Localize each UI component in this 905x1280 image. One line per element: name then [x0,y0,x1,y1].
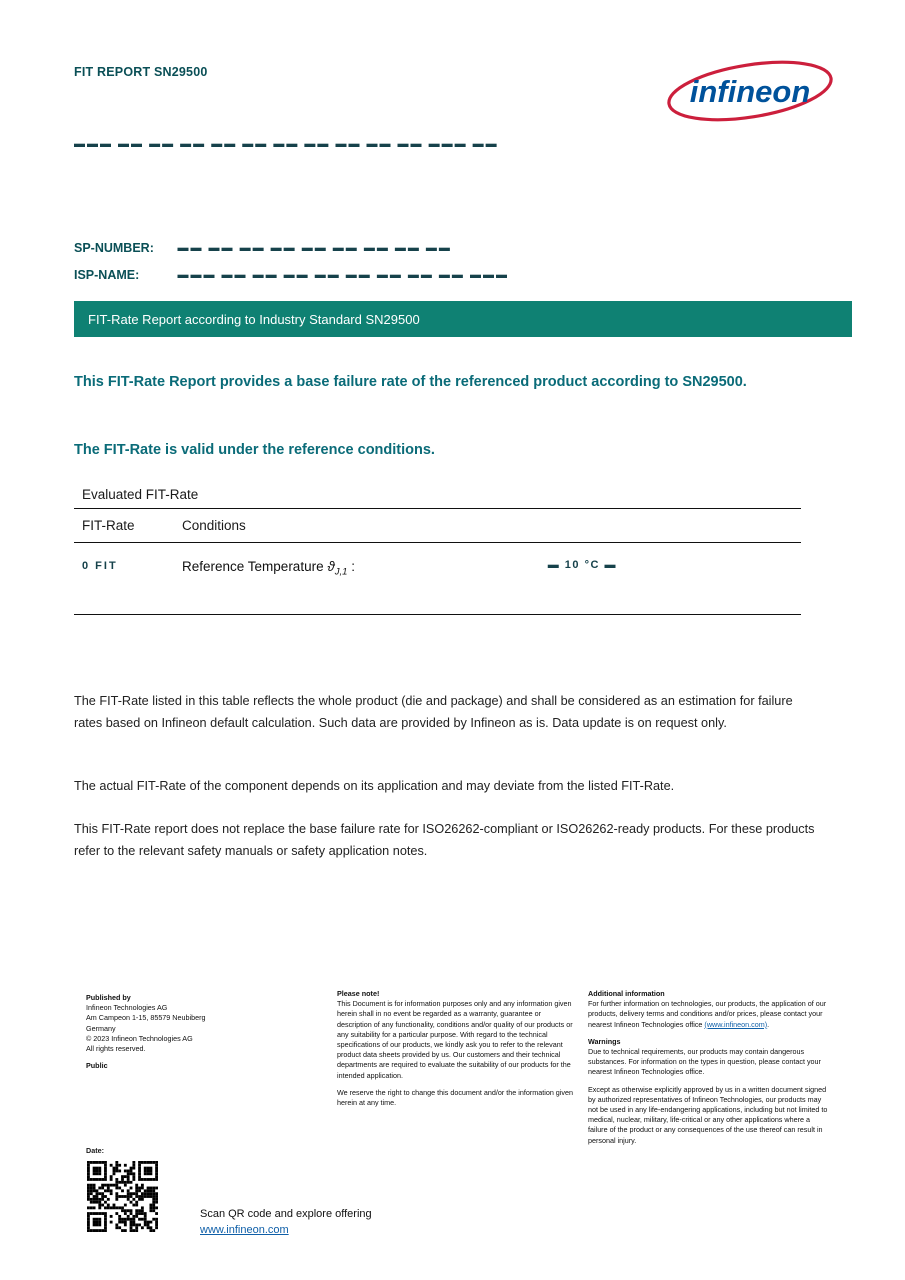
footer-publisher-heading: Published by [86,993,131,1002]
footer-additional-heading: Additional information [588,989,665,998]
footer-classification: Public [86,1061,108,1071]
column-header-conditions: Conditions [182,518,246,533]
condition-subscript: J,1 [334,566,348,578]
isp-name-row [74,268,509,282]
redacted-fit-rate-value: 0 FIT [82,560,118,573]
qr-caption: Scan QR code and explore offering [200,1208,372,1220]
condition-colon: : [351,559,356,574]
body-paragraph-2: The actual FIT-Rate of the component depends on its application and may deviate from the listed FIT-Rate. [74,779,675,793]
footer-additional-paragraph: For further information on technologies, our products, the application of our products, delivery terms and conditions and/or prices, please contact your nearest Infineon Technologies office [588,999,827,1029]
svg-text:infineon: infineon [689,74,811,109]
isp-name-value: ▬▬▬ ▬▬ ▬▬ ▬▬ ▬▬ ▬▬ ▬▬ ▬▬ ▬▬ ▬▬▬ [177,269,509,282]
sp-number-row [74,241,452,255]
footer-note-paragraph-1: This Document is for information purposes only and any information given herein shall in no event be regarded as a warranty, guarantee or description of any functionality, conditions and/or quality of our products or any suitability for a particular purpose. With regard to the technical specifications of our products, we kindly ask you to refer to the relevant product data sheets provided by us. Our customers and their technical departments are required to evaluate the suitability of our products for the intended application. [337,999,573,1080]
body-paragraph-3: This FIT-Rate report does not replace the base failure rate for ISO26262-compliant or ISO26262-ready products. For these products refer to the relevant safety manuals or safety application notes. [74,822,815,858]
condition-label: Reference Temperature [182,559,324,574]
footer-note-heading: Please note! [337,989,380,998]
isp-name-label: ISP-NAME: [74,268,140,282]
table-caption: Evaluated FIT-Rate [82,487,199,502]
condition-label-group [182,559,355,578]
condition-symbol: ϑ [327,559,335,574]
body-paragraph-1: The FIT-Rate listed in this table reflects the whole product (die and package) and shall be considered as an estimation for failure rates based on Infineon default calculation. Such data are provided by Infineon as is. Data update is on request only. [74,694,793,730]
cell-conditions [182,559,801,578]
cell-fit-rate [82,559,182,573]
redacted-product-line [74,138,499,150]
footer-warnings-heading: Warnings [588,1036,621,1046]
infineon-logo [665,60,835,122]
sp-number-label: SP-NUMBER: [74,241,154,255]
table-rule-bottom [74,614,801,615]
footer-publisher-line: Infineon Technologies AG [86,1003,168,1013]
sp-number-value: ▬▬ ▬▬ ▬▬ ▬▬ ▬▬ ▬▬ ▬▬ ▬▬ ▬▬ [177,242,452,255]
report-banner: FIT-Rate Report according to Industry Standard SN29500 [74,301,852,337]
page-title: FIT REPORT SN29500 [74,65,208,79]
footer-publisher-line: Am Campeon 1-15, 85579 Neubiberg [86,1013,206,1023]
redacted-condition-value: ▬ 10 °C ▬ [547,559,617,571]
footer-please-note [337,989,577,1108]
footer-publisher-line: © 2023 Infineon Technologies AG [86,1033,193,1043]
footer-note-paragraph-2: We reserve the right to change this document and/or the information given herein at any time. [337,1087,573,1108]
redacted-block: ▬▬▬ ▬▬ ▬▬ ▬▬ ▬▬ ▬▬ ▬▬ ▬▬ ▬▬ ▬▬ ▬▬ ▬▬▬ ▬▬ [74,137,499,150]
footer-publisher [86,993,286,1071]
footer-publisher-line: All rights reserved. [86,1044,146,1054]
footer-additional-period: . [767,1019,770,1029]
date-label: Date: [86,1146,104,1155]
footer-warnings-paragraph-1: Due to technical requirements, our products may contain dangerous substances. For information on the types in question, please contact your nearest Infineon Technologies office. [588,1047,821,1077]
footer-warnings-paragraph-2: Except as otherwise explicitly approved by us in a written document signed by authorized representatives of Infineon Technologies, our products may not be used in any life-endangering applications, including but not limited to medical, nuclear, military, life-critical or any other applications where a failure of the product or any consequences of the use thereof can result in personal injury. [588,1084,828,1145]
lead-paragraph-2: The FIT-Rate is valid under the reference conditions. [74,442,435,458]
column-header-fit-rate: FIT-Rate [82,518,135,533]
infineon-website-link[interactable]: (www.infineon.com) [704,1019,768,1029]
table-row [74,543,801,614]
lead-paragraph-1: This FIT-Rate Report provides a base failure rate of the referenced product according to SN29500. [74,374,747,390]
fit-rate-table [74,487,801,615]
footer-publisher-line: Germany [86,1023,116,1033]
qr-url-link[interactable]: www.infineon.com [200,1224,289,1236]
qr-code [84,1158,161,1235]
footer-additional-information [588,989,828,1146]
table-header-row [74,509,801,542]
